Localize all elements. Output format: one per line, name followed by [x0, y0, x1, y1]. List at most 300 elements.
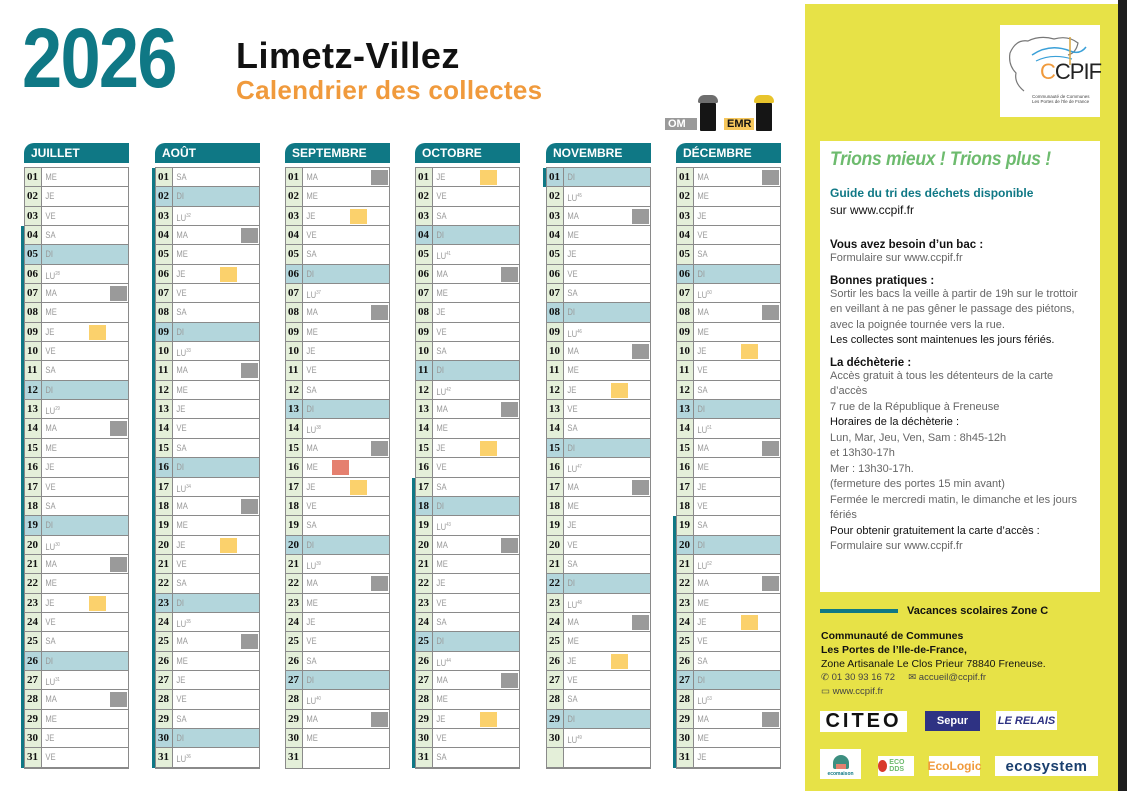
day-row: [286, 419, 389, 438]
day-row: [416, 361, 519, 380]
day-row: [547, 555, 650, 574]
day-row: [286, 226, 389, 245]
info-panel: [805, 4, 1118, 791]
day-number: 08: [547, 303, 564, 321]
day-row: [25, 342, 128, 361]
weekday-label: JE: [697, 346, 707, 357]
day-number: 12: [547, 381, 564, 399]
weekday-label: MA: [306, 578, 318, 589]
weekday-label: MA: [306, 307, 318, 318]
day-number: 02: [677, 187, 694, 205]
day-row: [156, 342, 259, 361]
weekday-label: MA: [567, 210, 579, 221]
om-collection-marker: [501, 267, 518, 282]
decheterie-hours-2: et 13h30-17h: [830, 447, 895, 459]
day-row: [25, 381, 128, 400]
day-number: 30: [286, 729, 303, 747]
email-link[interactable]: ✉ accueil@ccpif.fr: [908, 672, 986, 683]
day-row: [286, 594, 389, 613]
day-number: 08: [25, 303, 42, 321]
day-number: 03: [156, 207, 173, 225]
day-number: 06: [25, 265, 42, 283]
ecologic-logo: EcoLogic: [929, 756, 980, 776]
weekday-label: ME: [176, 249, 188, 260]
logo-caption: Communauté de Communes Les Portes de l'Ile de France: [1032, 94, 1090, 104]
day-number: 09: [286, 323, 303, 341]
day-number: 01: [677, 168, 694, 186]
day-number: 02: [416, 187, 433, 205]
day-number: 25: [547, 632, 564, 650]
vacation-bar-swatch: [820, 609, 898, 613]
om-collection-marker: [632, 615, 649, 630]
day-number: 09: [156, 323, 173, 341]
weekday-label: JE: [306, 616, 316, 627]
day-number: 18: [156, 497, 173, 515]
day-row: [416, 536, 519, 555]
day-number: 28: [156, 690, 173, 708]
day-number: 23: [156, 594, 173, 612]
weekday-label: JE: [436, 442, 446, 453]
day-number: 23: [416, 594, 433, 612]
carte-heading: Pour obtenir gratuitement la carte d’accès :: [830, 524, 1040, 537]
special-collection-marker: [332, 460, 349, 475]
decheterie-hours-1: Lun, Mar, Jeu, Ven, Sam : 8h45-12h: [830, 431, 1007, 444]
weekday-label: ME: [567, 365, 579, 376]
day-number: 09: [25, 323, 42, 341]
day-row: [677, 710, 780, 729]
day-row: [416, 748, 519, 767]
day-row: [547, 594, 650, 613]
weekday-label: DI: [176, 732, 185, 743]
weekday-label: ME: [45, 713, 57, 724]
day-row: [547, 323, 650, 342]
weekday-label: DI: [697, 268, 706, 279]
day-number: 29: [156, 710, 173, 728]
day-number: 16: [286, 458, 303, 476]
weekday-label: ME: [45, 578, 57, 589]
day-row: [25, 632, 128, 651]
day-row: [156, 168, 259, 187]
month-column: [415, 143, 520, 769]
day-row: [25, 226, 128, 245]
day-row: [416, 574, 519, 593]
day-number: 11: [416, 361, 433, 379]
school-vacation-bar: [673, 516, 676, 768]
day-row: [547, 361, 650, 380]
week-number: 50: [707, 290, 712, 297]
om-collection-marker: [762, 305, 779, 320]
week-number: 36: [186, 754, 191, 761]
day-row: [25, 245, 128, 264]
day-row: [25, 671, 128, 690]
day-number: 30: [416, 729, 433, 747]
week-number: 37: [316, 290, 321, 297]
day-row: [547, 400, 650, 419]
day-row: [677, 516, 780, 535]
day-number: 06: [286, 265, 303, 283]
day-row: [547, 574, 650, 593]
day-row: [25, 419, 128, 438]
day-row: [677, 419, 780, 438]
day-row: [286, 536, 389, 555]
day-row: [286, 497, 389, 516]
weekday-label: VE: [436, 326, 447, 337]
day-number: 15: [416, 439, 433, 457]
weekday-label: SA: [436, 210, 447, 221]
day-row: [25, 400, 128, 419]
weekday-label: LU$^{44}$: [436, 657, 451, 668]
weekday-label: MA: [697, 713, 709, 724]
om-collection-marker: [110, 421, 127, 436]
day-row: [286, 671, 389, 690]
day-row: [156, 284, 259, 303]
day-row: [677, 265, 780, 284]
weekday-label: MA: [45, 694, 57, 705]
month-day-list: [546, 167, 651, 769]
day-row: [677, 613, 780, 632]
day-row: [677, 187, 780, 206]
day-row: [286, 342, 389, 361]
day-row: [677, 536, 780, 555]
day-number: 03: [286, 207, 303, 225]
weekday-label: DI: [306, 268, 315, 279]
guide-link[interactable]: sur www.ccpif.fr: [830, 203, 915, 217]
weekday-label: LU$^{47}$: [567, 464, 582, 475]
weekday-label: VE: [176, 423, 187, 434]
day-number: 23: [286, 594, 303, 612]
day-row: [677, 497, 780, 516]
weekday-label: MA: [436, 404, 448, 415]
day-number: 19: [156, 516, 173, 534]
day-number: 21: [547, 555, 564, 573]
weekday-label: MA: [45, 288, 57, 299]
weekday-label: JE: [176, 404, 186, 415]
day-number: 02: [25, 187, 42, 205]
weekday-label: JE: [697, 210, 707, 221]
day-row: [156, 671, 259, 690]
ecosystem-logo: ecosystem: [995, 756, 1098, 776]
school-vacation-bar: [543, 168, 546, 187]
day-number: 10: [25, 342, 42, 360]
week-number: 53: [707, 696, 712, 703]
weekday-label: SA: [176, 578, 187, 589]
day-row: [25, 323, 128, 342]
weekday-label: ME: [45, 172, 57, 182]
week-number: 41: [446, 251, 451, 258]
day-number: 11: [547, 361, 564, 379]
day-row: [25, 555, 128, 574]
month-day-list: [415, 167, 520, 769]
month-column: [285, 143, 390, 769]
day-number: 30: [156, 729, 173, 747]
month-header: DÉCEMBRE: [676, 143, 781, 163]
emr-collection-marker: [480, 712, 497, 727]
day-number: 11: [677, 361, 694, 379]
day-number: 29: [25, 710, 42, 728]
weekday-label: SA: [567, 694, 578, 705]
decheterie-address: 7 rue de la République à Freneuse: [830, 400, 1000, 413]
month-header: AOÛT: [155, 143, 260, 163]
weekday-label: MA: [567, 346, 579, 357]
day-number: 13: [156, 400, 173, 418]
day-number: 20: [25, 536, 42, 554]
day-row: [156, 497, 259, 516]
weekday-label: ME: [306, 191, 318, 202]
day-number: 20: [547, 536, 564, 554]
decheterie-hours-3: Mer : 13h30-17h.: [830, 462, 914, 475]
day-row: [547, 187, 650, 206]
day-number: 31: [416, 748, 433, 766]
weekday-label: ME: [697, 597, 709, 608]
day-row: [156, 381, 259, 400]
decheterie-access: Accès gratuit à tous les détenteurs de la carte d’accès: [830, 369, 1054, 397]
om-collection-marker: [241, 228, 258, 243]
weekday-label: LU$^{36}$: [176, 754, 191, 765]
carte-text: Formulaire sur www.ccpif.fr: [830, 540, 963, 552]
day-number: 12: [286, 381, 303, 399]
day-number: 14: [677, 419, 694, 437]
weekday-label: ME: [436, 423, 448, 434]
day-number: 24: [156, 613, 173, 631]
day-number: 16: [416, 458, 433, 476]
weekday-label: LU$^{40}$: [306, 696, 321, 707]
weekday-label: DI: [45, 655, 54, 666]
weekday-label: SA: [176, 172, 187, 182]
om-collection-marker: [371, 305, 388, 320]
om-collection-marker: [371, 576, 388, 591]
day-number: 11: [25, 361, 42, 379]
weekday-label: VE: [306, 636, 317, 647]
day-number: 05: [156, 245, 173, 263]
day-number: 05: [286, 245, 303, 263]
bonnes-pratiques-heading: Bonnes pratiques :: [830, 274, 935, 287]
day-number: 24: [416, 613, 433, 631]
day-row: [25, 613, 128, 632]
weekday-label: LU$^{35}$: [176, 618, 191, 629]
weekday-label: LU$^{42}$: [436, 386, 451, 397]
day-row: [156, 207, 259, 226]
week-number: 47: [577, 464, 582, 471]
day-number: 07: [156, 284, 173, 302]
weekday-label: SA: [697, 249, 708, 260]
day-row: [677, 400, 780, 419]
weekday-label: JE: [176, 539, 186, 550]
day-number: 22: [547, 574, 564, 592]
weekday-label: DI: [697, 539, 706, 550]
emr-collection-marker: [480, 170, 497, 185]
emr-collection-marker: [89, 325, 106, 340]
day-row: [156, 226, 259, 245]
weekday-label: ME: [45, 307, 57, 318]
day-number: 06: [156, 265, 173, 283]
week-number: 44: [446, 657, 451, 664]
weekday-label: LU$^{50}$: [697, 290, 712, 301]
om-collection-marker: [501, 538, 518, 553]
weekday-label: DI: [45, 249, 54, 260]
weekday-label: MA: [697, 307, 709, 318]
weekday-label: VE: [697, 500, 708, 511]
day-row: [416, 652, 519, 671]
day-row: [416, 400, 519, 419]
weekday-label: LU$^{38}$: [306, 425, 321, 436]
month-header: SEPTEMBRE: [285, 143, 390, 163]
weekday-label: DI: [436, 500, 445, 511]
ecomaison-logo: ecomaison: [820, 749, 861, 779]
day-row: [286, 323, 389, 342]
day-number: 03: [677, 207, 694, 225]
year-title: 2026: [22, 11, 176, 105]
day-number: 27: [416, 671, 433, 689]
website-link[interactable]: ▭ www.ccpif.fr: [821, 686, 884, 697]
day-number: 19: [416, 516, 433, 534]
om-collection-marker: [110, 286, 127, 301]
weekday-label: DI: [436, 636, 445, 647]
day-row: [547, 652, 650, 671]
day-number: 21: [677, 555, 694, 573]
weekday-label: SA: [176, 307, 187, 318]
day-row: [547, 458, 650, 477]
day-row: [547, 168, 650, 187]
day-row: [677, 168, 780, 187]
weekday-label: VE: [45, 616, 56, 627]
phone-number: ✆ 01 30 93 16 72: [821, 672, 895, 683]
day-number: 25: [156, 632, 173, 650]
day-row: [25, 458, 128, 477]
day-row: [416, 187, 519, 206]
day-number: 23: [25, 594, 42, 612]
day-row: [547, 226, 650, 245]
day-number: [547, 748, 564, 766]
day-row: [416, 323, 519, 342]
day-number: 13: [416, 400, 433, 418]
day-row: [156, 690, 259, 709]
day-row: [547, 497, 650, 516]
day-row: [25, 265, 128, 284]
day-number: 08: [286, 303, 303, 321]
day-number: 01: [416, 168, 433, 186]
weekday-label: SA: [45, 500, 56, 511]
day-number: 13: [286, 400, 303, 418]
day-number: 14: [25, 419, 42, 437]
bin-legend: [665, 93, 785, 133]
day-number: 29: [547, 710, 564, 728]
day-number: 08: [156, 303, 173, 321]
day-row: [677, 729, 780, 748]
om-collection-marker: [110, 692, 127, 707]
day-number: 12: [25, 381, 42, 399]
day-number: 08: [416, 303, 433, 321]
om-legend-label: OM: [665, 118, 697, 130]
day-number: 20: [286, 536, 303, 554]
weekday-label: LU$^{46}$: [567, 328, 582, 339]
weekday-label: JE: [45, 462, 55, 473]
day-row: [286, 303, 389, 322]
day-number: 21: [416, 555, 433, 573]
day-row: [547, 419, 650, 438]
day-number: 05: [25, 245, 42, 263]
day-number: 17: [156, 478, 173, 496]
weekday-label: LU$^{48}$: [567, 599, 582, 610]
day-row: [156, 187, 259, 206]
om-collection-marker: [632, 209, 649, 224]
day-row: [286, 516, 389, 535]
day-row: [677, 381, 780, 400]
day-row: [547, 265, 650, 284]
day-row: [547, 690, 650, 709]
weekday-label: LU$^{37}$: [306, 290, 321, 301]
day-row: [416, 439, 519, 458]
week-number: 32: [186, 212, 191, 219]
day-row: [25, 652, 128, 671]
day-number: 28: [677, 690, 694, 708]
ccpif-logo: [1000, 25, 1100, 117]
day-number: 06: [677, 265, 694, 283]
day-number: 01: [547, 168, 564, 186]
weekday-label: VE: [306, 230, 317, 241]
day-number: 28: [286, 690, 303, 708]
weekday-label: JE: [567, 384, 577, 395]
emr-collection-marker: [89, 596, 106, 611]
day-number: 19: [677, 516, 694, 534]
week-number: 38: [316, 425, 321, 432]
day-row: [156, 729, 259, 748]
day-number: 23: [547, 594, 564, 612]
day-row: [25, 207, 128, 226]
day-row: [25, 187, 128, 206]
day-number: 06: [416, 265, 433, 283]
day-row: [156, 555, 259, 574]
weekday-label: LU$^{29}$: [45, 406, 60, 417]
weekday-label: LU$^{32}$: [176, 212, 191, 223]
om-collection-marker: [501, 673, 518, 688]
day-number: 26: [156, 652, 173, 670]
om-collection-marker: [241, 499, 258, 514]
day-number: 05: [416, 245, 433, 263]
day-number: 29: [416, 710, 433, 728]
ecodds-logo: ECO DDS: [878, 756, 914, 776]
weekday-label: ME: [176, 520, 188, 531]
day-number: 10: [416, 342, 433, 360]
weekday-label: VE: [567, 539, 578, 550]
week-number: 42: [446, 386, 451, 393]
week-number: 34: [186, 483, 191, 490]
day-row: [286, 284, 389, 303]
day-number: 01: [156, 168, 173, 186]
weekday-label: SA: [306, 655, 317, 666]
weekday-label: MA: [45, 558, 57, 569]
weekday-label: MA: [306, 442, 318, 453]
day-row: [156, 574, 259, 593]
day-number: 22: [677, 574, 694, 592]
day-number: 30: [25, 729, 42, 747]
day-row: [677, 652, 780, 671]
day-row: [416, 381, 519, 400]
weekday-label: JE: [176, 268, 186, 279]
month-column: [155, 143, 260, 769]
day-number: 24: [677, 613, 694, 631]
day-number: 19: [25, 516, 42, 534]
weekday-label: JE: [697, 752, 707, 763]
day-number: 01: [25, 168, 42, 186]
day-number: 15: [25, 439, 42, 457]
weekday-label: ME: [567, 636, 579, 647]
day-number: 18: [547, 497, 564, 515]
om-collection-marker: [632, 480, 649, 495]
weekday-label: DI: [176, 462, 185, 473]
weekday-label: MA: [306, 713, 318, 724]
day-row: [286, 613, 389, 632]
day-number: 01: [286, 168, 303, 186]
